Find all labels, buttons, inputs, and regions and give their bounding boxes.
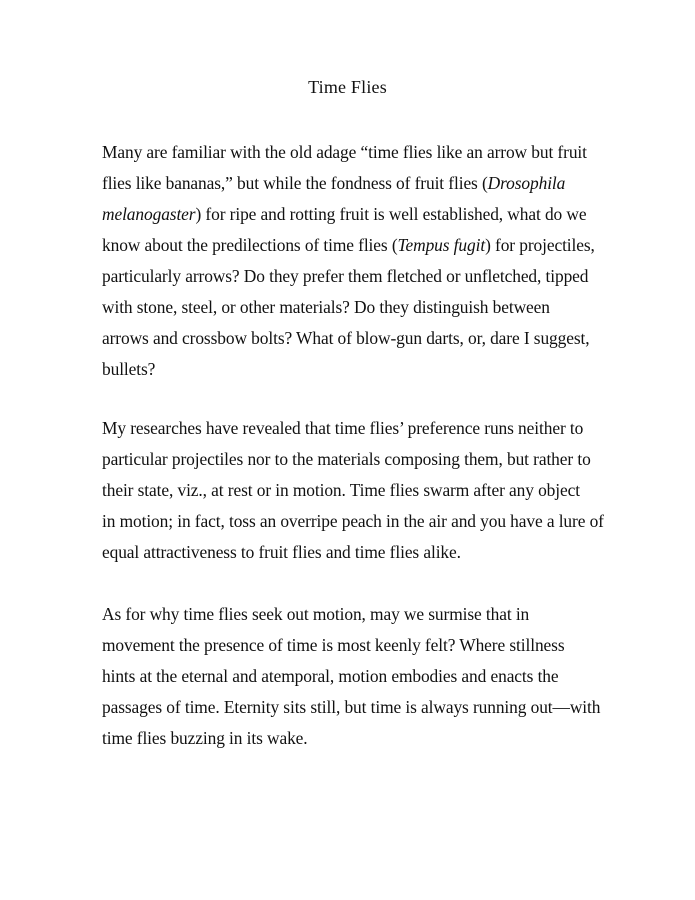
italic-text: melanogaster [102, 204, 196, 224]
text-run: time flies buzzing in its wake. [102, 728, 308, 748]
text-run: ) for ripe and rotting fruit is well established, what do we [195, 204, 587, 224]
text-line [102, 475, 602, 506]
text-line [102, 323, 602, 354]
paragraph [102, 413, 602, 568]
text-line [102, 413, 602, 444]
italic-text: Tempus fugit [397, 235, 486, 255]
text-run: movement the presence of time is most keenly felt? Where stillness [102, 635, 565, 655]
text-line [102, 506, 602, 537]
text-run: flies like bananas,” but while the fondness of fruit flies ( [102, 173, 488, 193]
text-line [102, 261, 602, 292]
text-run: their state, viz., at rest or in motion. Time flies swarm after any object [102, 480, 580, 500]
text-run: My researches have revealed that time flies’ preference runs neither to [102, 418, 584, 438]
text-run: bullets? [102, 359, 156, 379]
text-run: particularly arrows? Do they prefer them fletched or unfletched, tipped [102, 266, 589, 286]
text-line [102, 230, 602, 261]
text-run: equal attractiveness to fruit flies and time flies alike. [102, 542, 461, 562]
text-line [102, 292, 602, 323]
text-line [102, 168, 602, 199]
text-run: As for why time flies seek out motion, may we surmise that in [102, 604, 530, 624]
text-line [102, 599, 602, 630]
text-run: know about the predilections of time flies ( [102, 235, 398, 255]
text-line [102, 692, 602, 723]
text-line [102, 661, 602, 692]
text-run: in motion; in fact, toss an overripe peach in the air and you have a lure of [102, 511, 604, 531]
text-run: with stone, steel, or other materials? Do they distinguish between [102, 297, 550, 317]
text-line [102, 199, 602, 230]
text-run: particular projectiles nor to the materials composing them, but rather to [102, 449, 591, 469]
text-line [102, 444, 602, 475]
italic-text: Drosophila [487, 173, 566, 193]
paragraph [102, 137, 602, 385]
text-line [102, 630, 602, 661]
text-run: hints at the eternal and atemporal, motion embodies and enacts the [102, 666, 559, 686]
paragraph [102, 599, 602, 754]
text-line [102, 723, 602, 754]
text-run: Many are familiar with the old adage “time flies like an arrow but fruit [102, 142, 587, 162]
text-line [102, 354, 602, 385]
document-title: Time Flies [308, 77, 387, 97]
text-line [102, 137, 602, 168]
text-run: ) for projectiles, [485, 235, 595, 255]
text-run: passages of time. Eternity sits still, but time is always running out—with [102, 697, 601, 717]
text-run: arrows and crossbow bolts? What of blow-gun darts, or, dare I suggest, [102, 328, 590, 348]
text-line [102, 537, 602, 568]
